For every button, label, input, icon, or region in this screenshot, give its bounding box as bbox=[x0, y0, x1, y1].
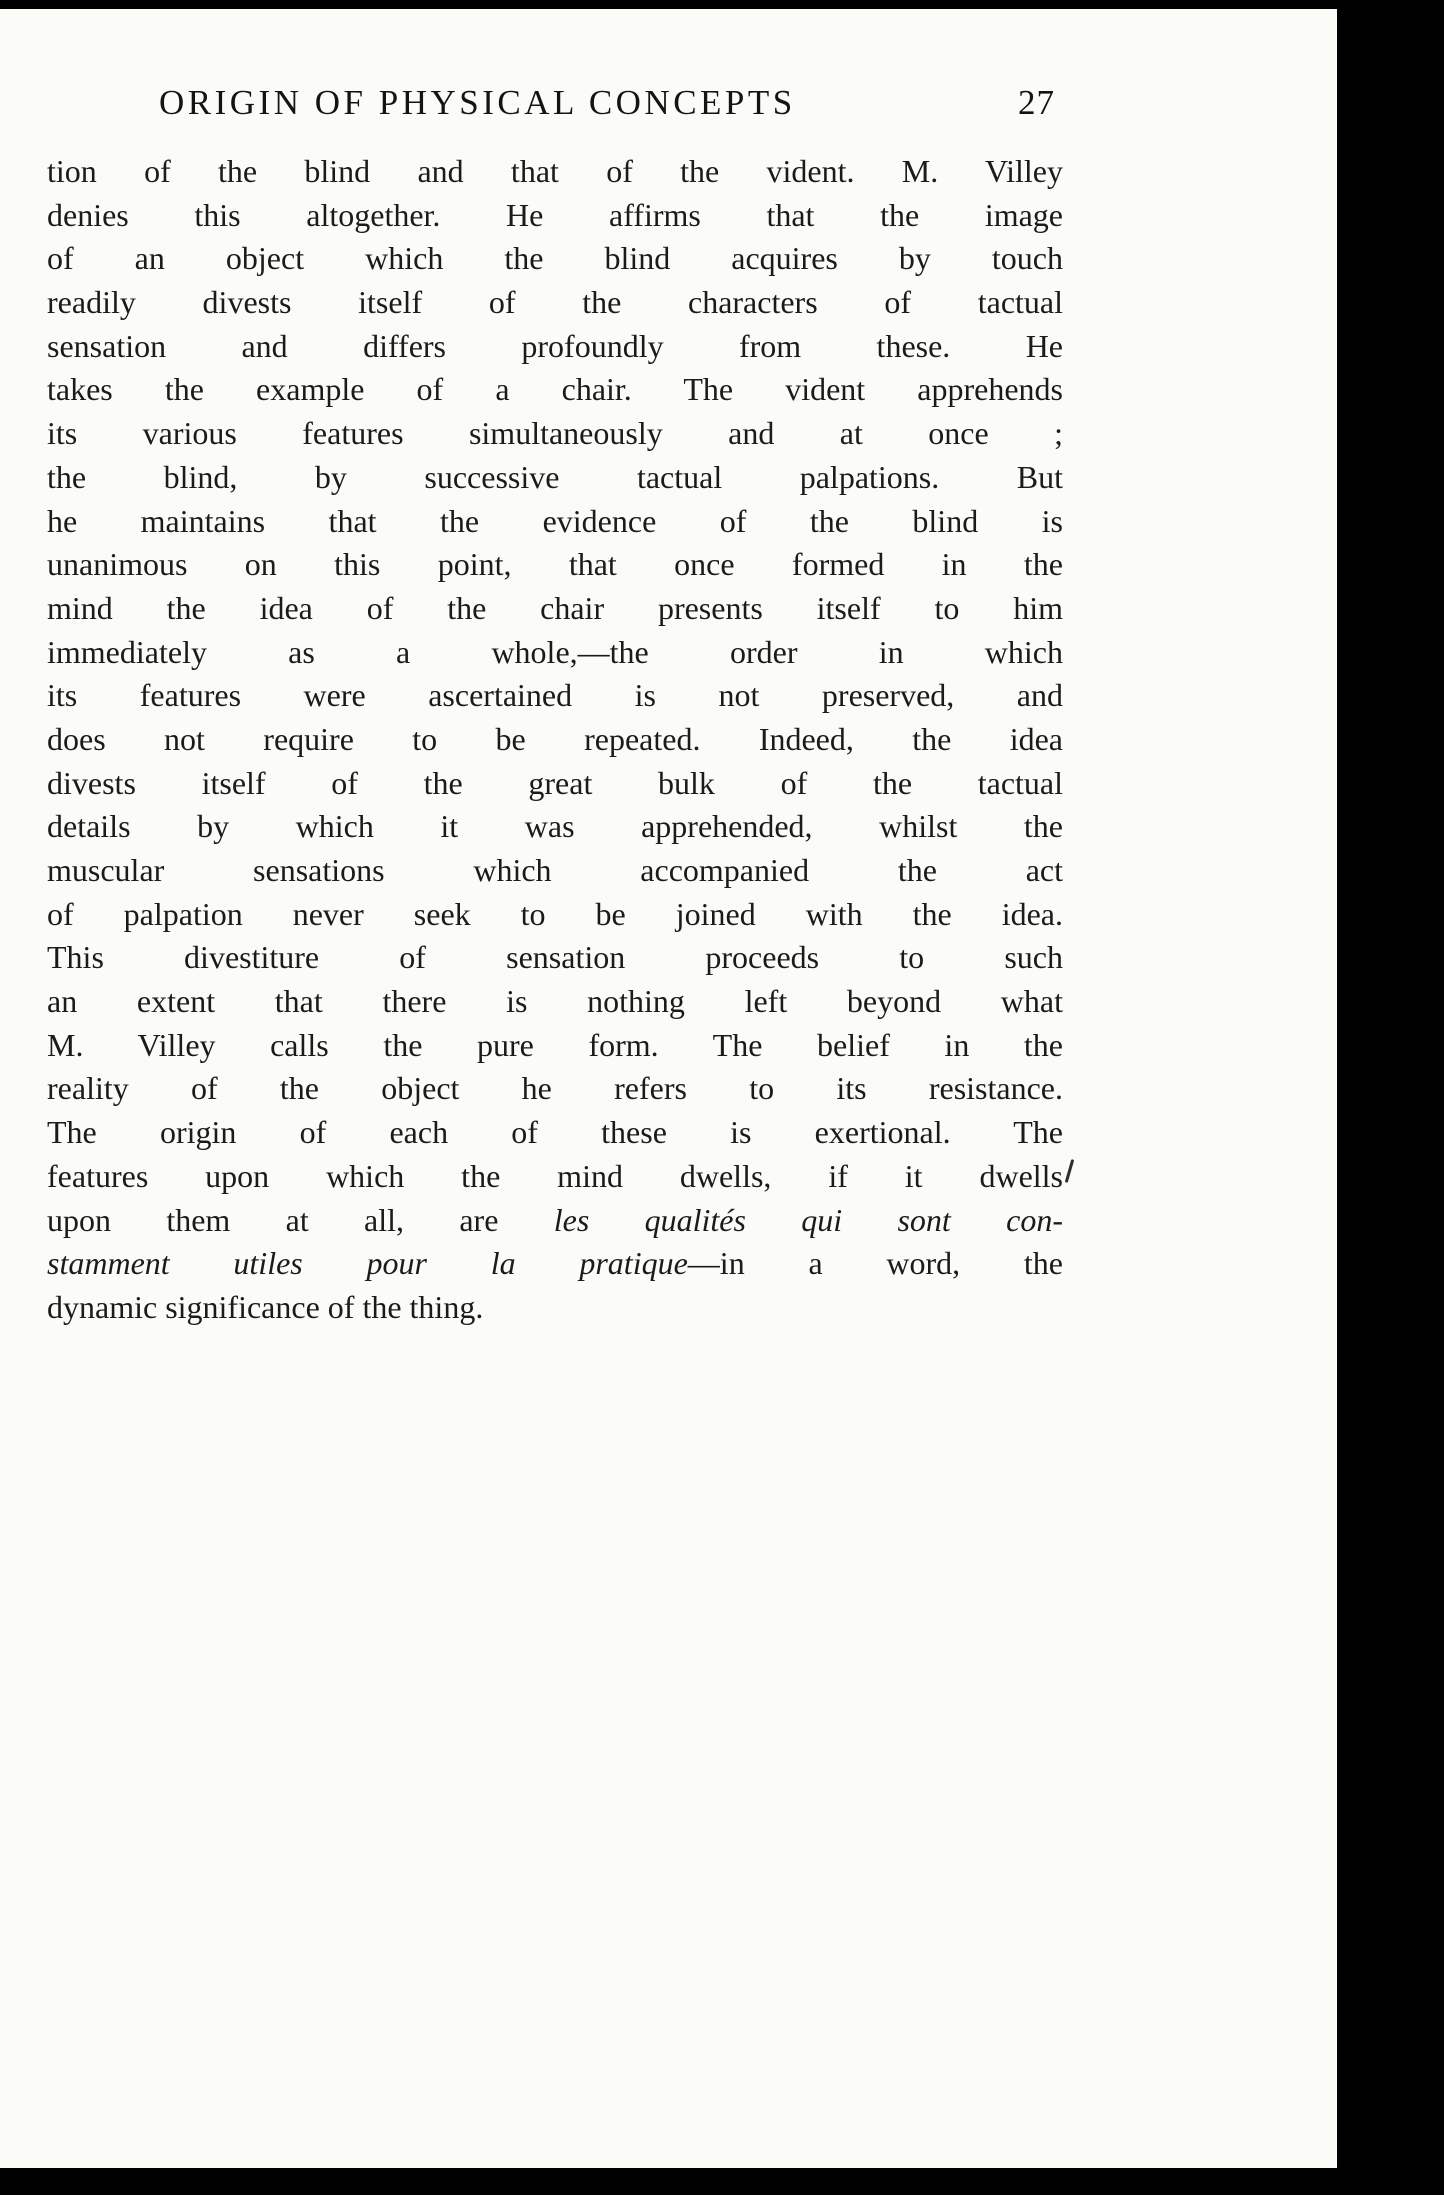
scan-border-right bbox=[1337, 0, 1444, 2195]
text-segment: mind the idea of the chair presents itself to him bbox=[47, 589, 1063, 626]
text-segment: features upon which the mind dwells, if it dwells bbox=[47, 1157, 1063, 1194]
text-segment: tion of the blind and that of the vident. M. Villey bbox=[47, 153, 1063, 189]
text-segment: The origin of each of these is exertional. The bbox=[47, 1114, 1063, 1151]
text-segment: takes the example of a chair. The vident apprehends bbox=[47, 371, 1063, 408]
text-line bbox=[47, 543, 1063, 587]
text-segment: readily divests itself of the characters of tactual bbox=[47, 284, 1063, 321]
text-segment: of palpation never seek to be joined with the idea. bbox=[47, 895, 1063, 932]
text-segment: an extent that there is nothing left beyond what bbox=[47, 983, 1063, 1020]
text-line bbox=[47, 281, 1063, 325]
text-line bbox=[47, 762, 1063, 806]
running-head bbox=[47, 83, 1063, 123]
text-line bbox=[47, 1024, 1063, 1068]
text-line bbox=[47, 412, 1063, 456]
text-segment: divests itself of the great bulk of the tactual bbox=[47, 764, 1063, 801]
text-line bbox=[47, 849, 1063, 893]
text-line bbox=[47, 718, 1063, 762]
book-page bbox=[0, 9, 1337, 2168]
text-line bbox=[47, 893, 1063, 937]
body-text bbox=[47, 150, 1063, 1330]
text-segment: details by which it was apprehended, whilst the bbox=[47, 808, 1063, 845]
text-line bbox=[47, 368, 1063, 412]
text-segment: reality of the object he refers to its resistance. bbox=[47, 1070, 1063, 1107]
text-line bbox=[47, 631, 1063, 675]
text-line bbox=[47, 587, 1063, 631]
text-segment: he maintains that the evidence of the blind is bbox=[47, 502, 1063, 539]
italic-text-segment: stamment utiles pour la pratique bbox=[47, 1245, 688, 1282]
italic-text-segment: les qualités qui sont con- bbox=[553, 1201, 1064, 1238]
text-line bbox=[47, 1242, 1063, 1286]
text-line bbox=[47, 1067, 1063, 1111]
text-segment: of an object which the blind acquires by touch bbox=[47, 240, 1063, 277]
text-line bbox=[47, 325, 1063, 369]
text-segment: This divestiture of sensation proceeds to such bbox=[47, 939, 1063, 976]
text-segment: does not require to be repeated. Indeed, the idea bbox=[47, 720, 1063, 757]
text-segment: denies this altogether. He affirms that the image bbox=[47, 196, 1063, 233]
text-segment: —in a word, the bbox=[687, 1245, 1064, 1282]
text-segment: M. Villey calls the pure form. The belief in the bbox=[47, 1026, 1063, 1063]
text-segment: the blind, by successive tactual palpations. But bbox=[47, 458, 1063, 495]
text-line bbox=[47, 237, 1063, 281]
text-line bbox=[47, 150, 1063, 194]
text-segment: upon them at all, are bbox=[47, 1201, 554, 1238]
text-line bbox=[47, 936, 1063, 980]
page-title: ORIGIN OF PHYSICAL CONCEPTS bbox=[159, 83, 796, 122]
text-line bbox=[47, 1286, 1063, 1330]
text-line bbox=[47, 1155, 1063, 1199]
text-line bbox=[47, 194, 1063, 238]
text-line bbox=[47, 674, 1063, 718]
page-number: 27 bbox=[1018, 83, 1055, 122]
text-segment: dynamic significance of the thing. bbox=[47, 1288, 484, 1325]
text-segment: muscular sensations which accompanied the act bbox=[47, 852, 1063, 888]
page-content bbox=[47, 83, 1063, 1330]
text-line bbox=[47, 980, 1063, 1024]
text-line bbox=[47, 805, 1063, 849]
text-segment: sensation and differs profoundly from these. He bbox=[47, 327, 1063, 364]
text-segment: unanimous on this point, that once formed in the bbox=[47, 546, 1063, 583]
text-segment: its features were ascertained is not preserved, and bbox=[47, 677, 1063, 714]
text-line bbox=[47, 1111, 1063, 1155]
scan-border-bottom bbox=[0, 2168, 1444, 2195]
text-line bbox=[47, 456, 1063, 500]
text-line bbox=[47, 500, 1063, 544]
scan-border-top bbox=[0, 0, 1444, 9]
text-line bbox=[47, 1199, 1063, 1243]
text-segment: immediately as a whole,—the order in which bbox=[47, 633, 1063, 670]
scan-artifact-mark bbox=[1065, 1159, 1074, 1183]
text-segment: its various features simultaneously and at once ; bbox=[47, 415, 1063, 452]
